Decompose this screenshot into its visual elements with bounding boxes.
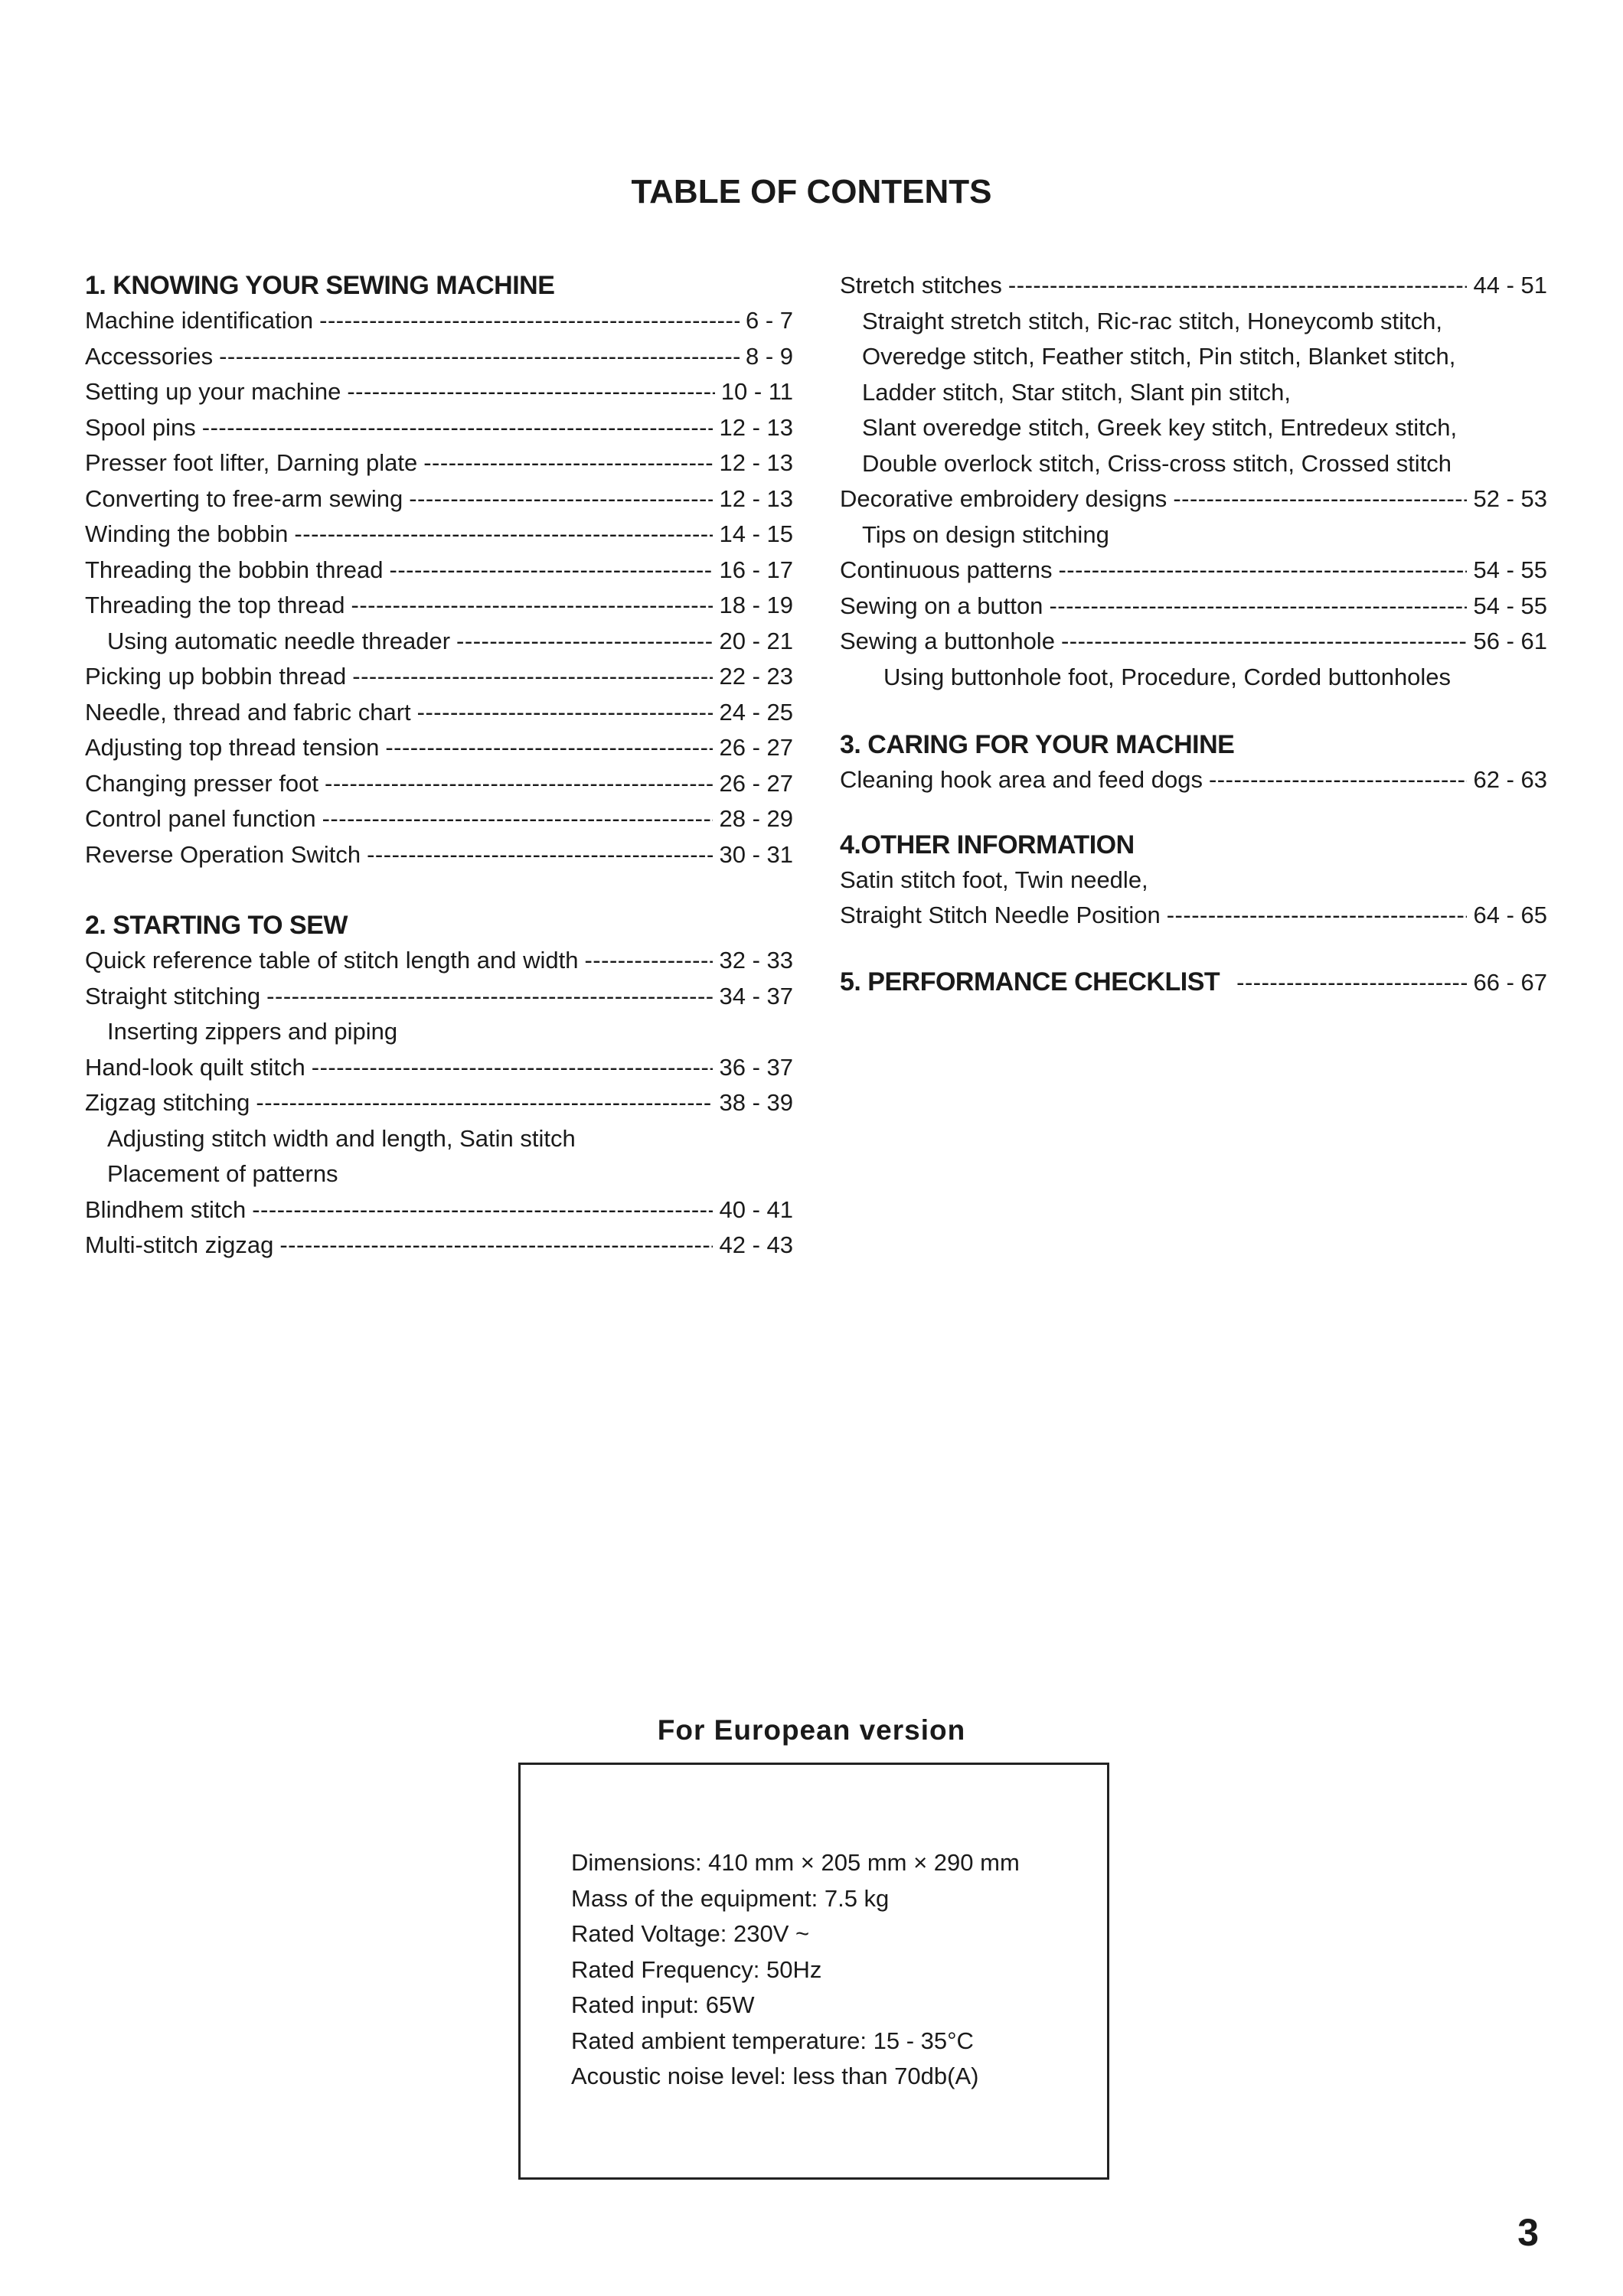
toc-subentry: Using buttonhole foot, Procedure, Corded buttonholes <box>883 663 1452 690</box>
toc-entry <box>85 445 793 481</box>
entry-label: Zigzag stitching <box>85 1089 250 1116</box>
entry-label: Accessories <box>85 342 214 370</box>
spec-item: Rated Frequency: 50Hz <box>571 1955 822 1983</box>
toc-section-5 <box>840 964 1547 1000</box>
toc-entry <box>840 553 1547 589</box>
toc-subentry: Slant overedge stitch, Greek key stitch, Entredeux stitch, <box>862 414 1458 441</box>
toc-entry <box>85 659 793 695</box>
dot-leader <box>1058 553 1467 589</box>
entry-pages: 36 - 37 <box>719 1053 793 1081</box>
toc-entry <box>85 766 793 802</box>
dot-leader <box>417 695 714 731</box>
entry-pages: 26 - 27 <box>719 734 793 761</box>
entry-label: Needle, thread and fabric chart <box>85 698 411 726</box>
dot-leader <box>1236 965 1467 1001</box>
dot-leader <box>279 1228 713 1264</box>
entry-pages: 12 - 13 <box>719 413 793 441</box>
dot-leader <box>256 1085 713 1121</box>
entry-label: Multi-stitch zigzag <box>85 1231 274 1258</box>
entry-label: Setting up your machine <box>85 378 341 405</box>
entry-pages: 56 - 61 <box>1473 628 1547 654</box>
entry-label: Continuous patterns <box>840 556 1053 583</box>
toc-subentry: Tips on design stitching <box>862 520 1109 548</box>
toc-entry <box>840 964 1547 1000</box>
entry-pages: 28 - 29 <box>719 805 793 832</box>
dot-leader <box>456 624 713 660</box>
toc-subentry: Adjusting stitch width and length, Satin stitch <box>107 1124 576 1152</box>
toc-subentry: Ladder stitch, Star stitch, Slant pin stitch, <box>862 378 1291 406</box>
dot-leader <box>252 1192 713 1228</box>
entry-label: Straight stitching <box>85 982 261 1009</box>
entry-pages: 16 - 17 <box>719 556 793 583</box>
spacer <box>840 798 1547 827</box>
entry-label: Control panel function <box>85 805 316 832</box>
dot-leader <box>390 553 714 589</box>
entry-pages: 18 - 19 <box>719 592 793 618</box>
dot-leader <box>584 943 713 979</box>
entry-label: Hand-look quilt stitch <box>85 1053 305 1081</box>
entry-pages: 30 - 31 <box>719 840 793 868</box>
dot-leader <box>1209 762 1468 798</box>
toc-entry <box>840 898 1547 934</box>
spec-item: Acoustic noise level: less than 70db(A) <box>571 2063 979 2089</box>
toc-subentry: Inserting zippers and piping <box>107 1018 398 1045</box>
entry-label: Presser foot lifter, Darning plate <box>85 449 418 476</box>
toc-entry <box>85 801 793 837</box>
entry-label: Cleaning hook area and feed dogs <box>840 766 1203 793</box>
toc-entry <box>85 695 793 731</box>
entry-pages: 24 - 25 <box>719 698 793 726</box>
toc-entry <box>85 374 793 410</box>
section-heading: 2. STARTING TO SEW <box>85 911 348 940</box>
spacer <box>840 934 1547 964</box>
entry-label: Quick reference table of stitch length and width <box>85 947 579 974</box>
entry-label: Adjusting top thread tension <box>85 734 380 761</box>
toc-subentry: Placement of patterns <box>107 1160 338 1187</box>
toc-entry <box>85 730 793 766</box>
page-number: 3 <box>1517 2211 1539 2254</box>
toc-entry <box>85 303 793 339</box>
dot-leader <box>1049 589 1467 625</box>
european-version-title: For European version <box>657 1714 966 1746</box>
toc-entry <box>85 1192 793 1228</box>
entry-pages: 64 - 65 <box>1473 902 1547 928</box>
entry-label: Blindhem stitch <box>85 1195 247 1223</box>
entry-pages: 26 - 27 <box>719 769 793 797</box>
dot-leader <box>1173 481 1467 517</box>
toc-entry <box>840 762 1547 798</box>
toc-subentry: Overedge stitch, Feather stitch, Pin stitch, Blanket stitch, <box>862 343 1456 370</box>
toc-entry <box>85 943 793 979</box>
toc-entry <box>840 268 1547 304</box>
section-heading: 5. PERFORMANCE CHECKLIST <box>840 967 1220 996</box>
entry-pages: 62 - 63 <box>1473 766 1547 793</box>
entry-pages: 14 - 15 <box>719 520 793 547</box>
dot-leader <box>1008 268 1468 304</box>
toc-subentry: Double overlock stitch, Criss-cross stitch, Crossed stitch <box>862 449 1452 477</box>
entry-label: Sewing on a button <box>840 592 1043 619</box>
section-heading: 4.OTHER INFORMATION <box>840 830 1135 859</box>
entry-label: Picking up bobbin thread <box>85 663 347 690</box>
dot-leader <box>1061 624 1468 660</box>
entry-pages: 40 - 41 <box>719 1195 793 1223</box>
toc-entry <box>85 1050 793 1086</box>
entry-label: Threading the bobbin thread <box>85 556 384 583</box>
section-heading: 1. KNOWING YOUR SEWING MACHINE <box>85 271 555 300</box>
entry-label: Using automatic needle threader <box>107 627 451 654</box>
spec-item: Rated Voltage: 230V ~ <box>571 1920 810 1947</box>
toc-entry <box>840 624 1547 660</box>
spec-item: Rated input: 65W <box>571 1991 755 2018</box>
toc-right-column <box>840 268 1547 1000</box>
dot-leader <box>322 801 714 837</box>
entry-label: Threading the top thread <box>85 592 345 618</box>
dot-leader <box>266 979 713 1015</box>
toc-entry <box>85 1085 793 1121</box>
dot-leader <box>367 837 713 873</box>
toc-left-column <box>85 268 793 1264</box>
toc-entry <box>85 837 793 873</box>
toc-entry <box>85 624 793 660</box>
dot-leader <box>219 339 740 375</box>
spacer <box>85 872 793 908</box>
entry-pages: 44 - 51 <box>1473 272 1547 298</box>
dot-leader <box>385 730 713 766</box>
toc-entry <box>85 481 793 517</box>
entry-pages: 20 - 21 <box>719 627 793 654</box>
dot-leader <box>319 303 740 339</box>
toc-entry <box>840 589 1547 625</box>
toc-subentry: Satin stitch foot, Twin needle, <box>840 866 1148 893</box>
entry-pages: 66 - 67 <box>1473 968 1547 996</box>
entry-pages: 10 - 11 <box>720 378 793 405</box>
entry-pages: 22 - 23 <box>719 663 793 690</box>
section-heading: 3. CARING FOR YOUR MACHINE <box>840 730 1235 759</box>
spec-item: Dimensions: 410 mm × 205 mm × 290 mm <box>571 1849 1020 1876</box>
spec-item: Mass of the equipment: 7.5 kg <box>571 1884 890 1912</box>
dot-leader <box>423 445 713 481</box>
toc-entry <box>85 410 793 446</box>
entry-pages: 12 - 13 <box>719 484 793 512</box>
entry-label: Stretch stitches <box>840 272 1002 298</box>
entry-pages: 32 - 33 <box>719 947 793 974</box>
dot-leader <box>351 588 714 624</box>
entry-label: Winding the bobbin <box>85 520 289 547</box>
dot-leader <box>202 410 714 446</box>
entry-label: Changing presser foot <box>85 769 319 797</box>
entry-pages: 12 - 13 <box>719 449 793 476</box>
dot-leader <box>409 481 713 517</box>
toc-entry <box>85 339 793 375</box>
toc-entry <box>840 481 1547 517</box>
spec-box <box>518 1763 1109 2180</box>
entry-label: Converting to free-arm sewing <box>85 484 403 512</box>
entry-label: Spool pins <box>85 413 196 441</box>
entry-pages: 42 - 43 <box>719 1231 793 1258</box>
entry-label: Sewing a buttonhole <box>840 628 1055 654</box>
toc-entry <box>85 588 793 624</box>
entry-label: Straight Stitch Needle Position <box>840 902 1161 928</box>
dot-leader <box>294 517 713 553</box>
toc-entry <box>85 979 793 1015</box>
entry-pages: 34 - 37 <box>719 982 793 1009</box>
toc-entry <box>85 517 793 553</box>
dot-leader <box>325 766 713 802</box>
entry-label: Machine identification <box>85 307 314 334</box>
toc-entry <box>85 553 793 589</box>
toc-section-2 <box>85 908 793 1264</box>
dot-leader <box>312 1050 714 1086</box>
page-title: TABLE OF CONTENTS <box>631 173 992 210</box>
spec-list <box>571 1845 1020 2095</box>
entry-label: Decorative embroidery designs <box>840 485 1167 512</box>
dot-leader <box>352 659 713 695</box>
dot-leader <box>347 374 714 410</box>
entry-pages: 8 - 9 <box>745 342 793 370</box>
toc-entry <box>85 1228 793 1264</box>
spacer <box>840 695 1547 727</box>
entry-pages: 54 - 55 <box>1473 592 1547 619</box>
entry-label: Reverse Operation Switch <box>85 840 361 868</box>
entry-pages: 38 - 39 <box>719 1089 793 1116</box>
entry-pages: 6 - 7 <box>745 307 793 334</box>
entry-pages: 54 - 55 <box>1473 556 1547 583</box>
dot-leader <box>1167 898 1468 934</box>
spec-item: Rated ambient temperature: 15 - 35°C <box>571 2027 974 2054</box>
toc-section-1 <box>85 268 793 872</box>
entry-pages: 52 - 53 <box>1473 485 1547 512</box>
toc-subentry: Straight stretch stitch, Ric-rac stitch, Honeycomb stitch, <box>862 307 1443 334</box>
